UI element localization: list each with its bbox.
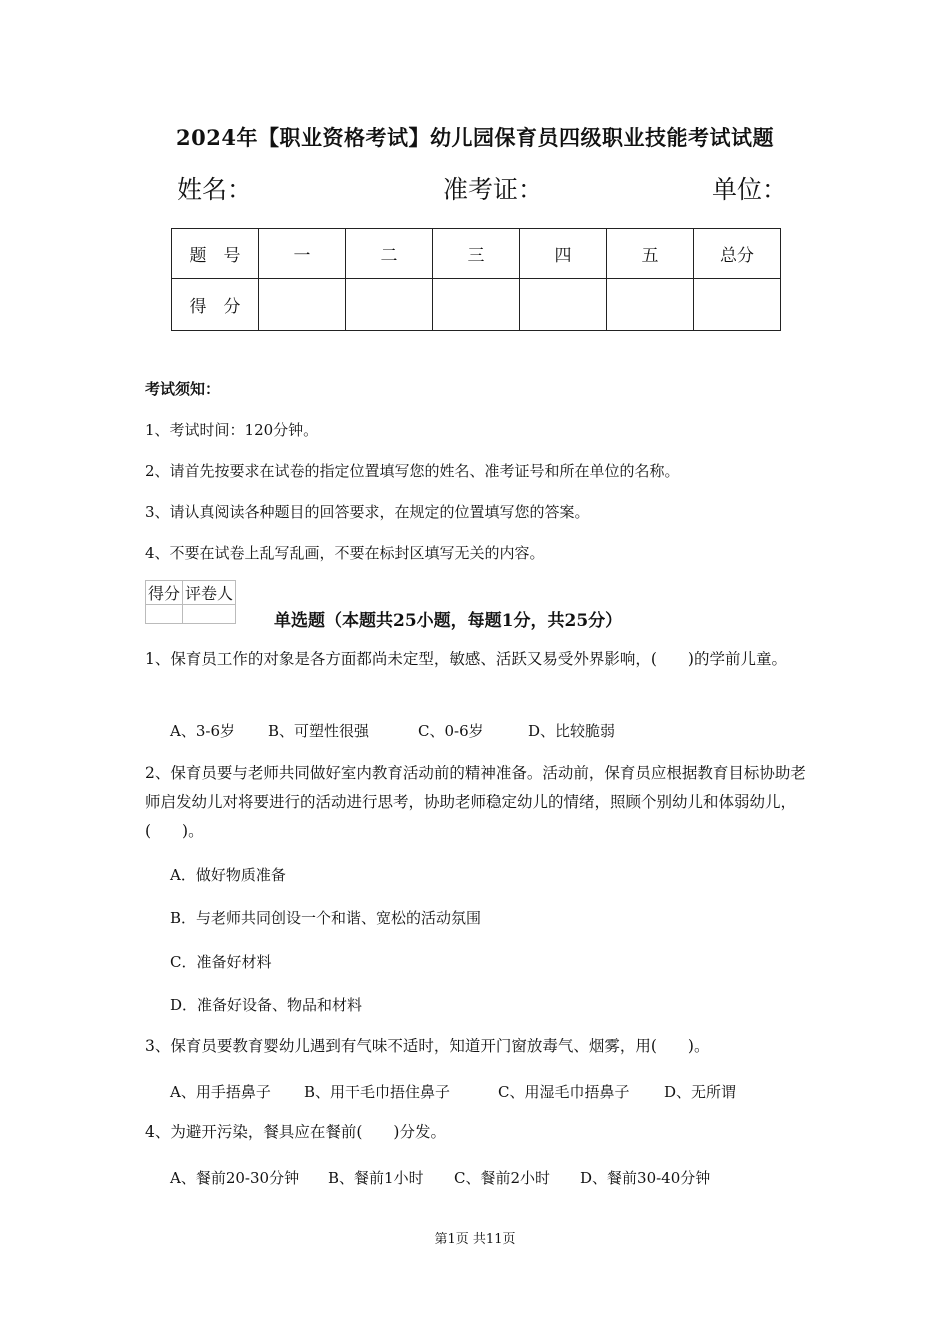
option: C、餐前2小时 <box>454 1169 551 1187</box>
score-header-cell: 题 号 <box>172 229 259 279</box>
option: A．做好物质准备 <box>170 866 286 884</box>
grader-score-cell <box>146 605 183 624</box>
score-header-cell: 总分 <box>694 229 781 279</box>
score-header-cell: 三 <box>433 229 520 279</box>
option: A、用手捂鼻子 <box>170 1083 271 1101</box>
score-table-score-row <box>172 279 781 331</box>
notice-item: 3、请认真阅读各种题目的回答要求，在规定的位置填写您的答案。 <box>145 503 590 521</box>
score-header-cell: 四 <box>520 229 607 279</box>
notice-item: 4、不要在试卷上乱写乱画，不要在标封区填写无关的内容。 <box>145 544 545 562</box>
score-header-cell: 一 <box>259 229 346 279</box>
page-title: 2024年【职业资格考试】幼儿园保育员四级职业技能考试试题 <box>176 125 774 150</box>
score-cell <box>346 279 433 331</box>
option: C．准备好材料 <box>170 953 272 971</box>
option: C、用湿毛巾捂鼻子 <box>498 1083 630 1101</box>
score-table <box>171 228 781 331</box>
option: B、可塑性很强 <box>268 722 370 740</box>
score-cell <box>433 279 520 331</box>
score-cell <box>607 279 694 331</box>
question-text: 1、保育员工作的对象是各方面都尚未定型，敏感、活跃又易受外界影响，( )的学前儿童。 <box>145 650 787 668</box>
grader-box <box>145 580 236 624</box>
grader-score-label: 得分 <box>146 581 183 605</box>
score-cell <box>520 279 607 331</box>
notice-title: 考试须知： <box>145 380 221 398</box>
unit-field-label: 单位： <box>712 175 788 204</box>
name-field-label: 姓名： <box>177 175 253 204</box>
option: B、餐前1小时 <box>328 1169 424 1187</box>
question-text: 2、保育员要与老师共同做好室内教育活动前的精神准备。活动前，保育员应根据教育目标协助老师启发幼儿对将要进行的活动进行思考，协助老师稳定幼儿的情绪，照顾个别幼儿和体弱幼儿，( )。 <box>145 764 806 840</box>
option: B．与老师共同创设一个和谐、宽松的活动氛围 <box>170 909 482 927</box>
score-header-cell: 五 <box>607 229 694 279</box>
option: D、比较脆弱 <box>528 722 616 740</box>
grader-name-label: 评卷人 <box>183 581 236 605</box>
ticket-field-label: 准考证： <box>443 175 544 204</box>
page-footer: 第1页 共11页 <box>434 1232 516 1247</box>
question-options <box>170 720 615 741</box>
option: D．准备好设备、物品和材料 <box>170 996 363 1014</box>
option: A、餐前20-30分钟 <box>170 1169 300 1187</box>
question-text: 3、保育员要教育婴幼儿遇到有气味不适时，知道开门窗放毒气、烟雾，用( )。 <box>145 1037 710 1055</box>
grader-name-cell <box>183 605 236 624</box>
question-options <box>170 1167 710 1188</box>
score-cell <box>259 279 346 331</box>
notice-item: 1、考试时间：120分钟。 <box>145 421 319 439</box>
option: A、3-6岁 <box>170 722 235 740</box>
score-row-label: 得 分 <box>172 279 259 331</box>
option: D、餐前30-40分钟 <box>580 1169 711 1187</box>
option: C、0-6岁 <box>418 722 484 740</box>
question-text: 4、为避开污染，餐具应在餐前( )分发。 <box>145 1123 446 1141</box>
notice-item: 2、请首先按要求在试卷的指定位置填写您的姓名、准考证号和所在单位的名称。 <box>145 462 680 480</box>
score-header-cell: 二 <box>346 229 433 279</box>
score-table-header-row <box>172 229 781 279</box>
option: B、用干毛巾捂住鼻子 <box>304 1083 451 1101</box>
score-cell <box>694 279 781 331</box>
option: D、无所谓 <box>664 1083 737 1101</box>
question-options <box>170 1081 736 1102</box>
section-title: 单选题（本题共25小题，每题1分，共25分） <box>274 611 623 631</box>
